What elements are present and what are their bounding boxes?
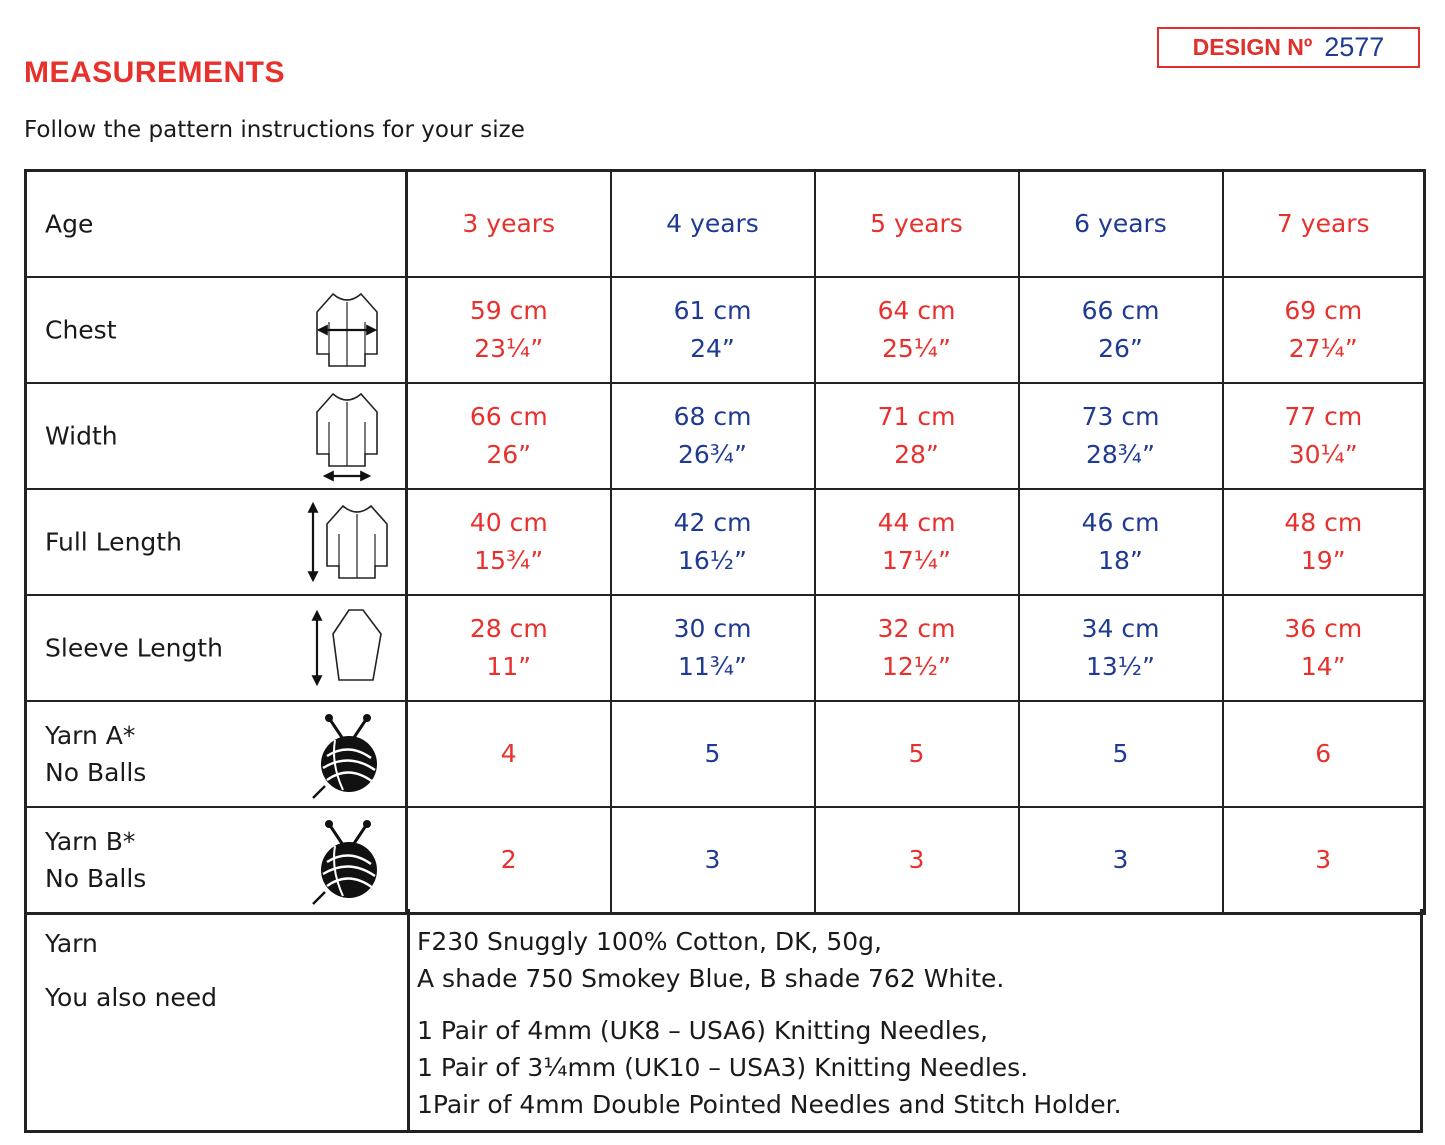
value-cell bbox=[815, 383, 1019, 489]
needle-line: 1 Pair of 3¼mm (UK10 – USA3) Knitting Needles. bbox=[417, 1053, 1029, 1082]
value-primary: 36 cm bbox=[1284, 614, 1363, 643]
measurements-table bbox=[24, 169, 1426, 915]
value-inches: 16½” bbox=[678, 546, 747, 575]
value-primary: 5 years bbox=[870, 209, 963, 238]
value-inches: 11” bbox=[486, 652, 532, 681]
value-primary: 64 cm bbox=[877, 296, 956, 325]
value-primary: 46 cm bbox=[1081, 508, 1160, 537]
garment-length-icon bbox=[305, 494, 389, 590]
value-primary: 68 cm bbox=[673, 402, 752, 431]
value-cell bbox=[1019, 383, 1223, 489]
value-primary: 69 cm bbox=[1284, 296, 1363, 325]
value-primary: 40 cm bbox=[469, 508, 548, 537]
value-cell bbox=[1223, 807, 1425, 914]
value-inches: 27¼” bbox=[1288, 334, 1358, 363]
value-cell bbox=[407, 171, 611, 278]
value-cell bbox=[611, 807, 815, 914]
value-primary: 73 cm bbox=[1081, 402, 1160, 431]
yarn-column-divider bbox=[407, 909, 410, 1130]
value-inches: 18” bbox=[1098, 546, 1143, 575]
sleeve-length-icon bbox=[305, 600, 389, 696]
value-primary: 5 bbox=[1112, 739, 1129, 768]
design-number-box bbox=[1157, 27, 1420, 68]
value-inches: 19” bbox=[1300, 546, 1346, 575]
value-cell bbox=[1019, 489, 1223, 595]
value-inches: 14” bbox=[1300, 652, 1346, 681]
value-primary: 30 cm bbox=[673, 614, 752, 643]
value-inches: 28¾” bbox=[1086, 440, 1155, 469]
value-primary: 28 cm bbox=[469, 614, 548, 643]
value-cell bbox=[407, 595, 611, 701]
value-primary: 66 cm bbox=[469, 402, 548, 431]
value-cell bbox=[407, 489, 611, 595]
value-cell bbox=[611, 383, 815, 489]
label-wrap bbox=[27, 808, 405, 912]
value-primary: 59 cm bbox=[469, 296, 548, 325]
label-cell-yarn-b bbox=[26, 807, 407, 914]
yarn-ball-icon bbox=[305, 812, 389, 908]
value-cell bbox=[815, 701, 1019, 807]
row-width bbox=[26, 383, 1425, 489]
row-full-length bbox=[26, 489, 1425, 595]
value-primary: 7 years bbox=[1276, 209, 1370, 238]
row-chest bbox=[26, 277, 1425, 383]
row-label-line: Yarn A* bbox=[45, 721, 136, 750]
value-inches: 30¼” bbox=[1288, 440, 1358, 469]
value-inches: 24” bbox=[690, 334, 735, 363]
yarn-description bbox=[417, 923, 1004, 997]
value-cell bbox=[1019, 807, 1223, 914]
label-wrap bbox=[27, 596, 405, 700]
row-label-line: Age bbox=[45, 209, 94, 239]
value-cell bbox=[611, 489, 815, 595]
row-label-line: No Balls bbox=[45, 864, 147, 893]
value-cell bbox=[1223, 171, 1425, 278]
value-primary: 3 bbox=[704, 845, 721, 874]
label-cell-full-length bbox=[26, 489, 407, 595]
label-wrap bbox=[27, 490, 405, 594]
row-label-line: Width bbox=[45, 421, 118, 451]
design-label: DESIGN Nº bbox=[1192, 34, 1313, 60]
value-cell bbox=[1223, 595, 1425, 701]
label-wrap bbox=[27, 172, 405, 276]
needle-line: 1 Pair of 4mm (UK8 – USA6) Knitting Needles, bbox=[417, 1016, 989, 1045]
yarn-line: A shade 750 Smokey Blue, B shade 762 White. bbox=[417, 964, 1005, 993]
value-primary: 6 bbox=[1315, 739, 1332, 768]
value-primary: 3 bbox=[1315, 845, 1332, 874]
value-primary: 2 bbox=[500, 845, 517, 874]
value-inches: 25¼” bbox=[882, 334, 951, 363]
row-age bbox=[26, 171, 1425, 278]
value-primary: 4 bbox=[500, 739, 517, 768]
value-cell bbox=[815, 489, 1019, 595]
value-cell bbox=[1223, 489, 1425, 595]
needles-description bbox=[417, 1012, 1122, 1123]
row-label bbox=[45, 823, 146, 897]
value-primary: 71 cm bbox=[877, 402, 956, 431]
yarn-ball-icon bbox=[305, 706, 389, 802]
yarn-requirements-box bbox=[24, 909, 1423, 1133]
label-cell-chest bbox=[26, 277, 407, 383]
value-cell bbox=[611, 171, 815, 278]
label-wrap bbox=[27, 702, 405, 806]
row-label bbox=[45, 312, 117, 349]
row-yarn-b bbox=[26, 807, 1425, 914]
value-primary: 5 bbox=[704, 739, 721, 768]
value-cell bbox=[1019, 701, 1223, 807]
value-cell bbox=[815, 595, 1019, 701]
value-inches: 23¼” bbox=[474, 334, 544, 363]
value-cell bbox=[611, 595, 815, 701]
value-primary: 77 cm bbox=[1284, 402, 1363, 431]
value-cell bbox=[1223, 701, 1425, 807]
value-inches: 28” bbox=[894, 440, 939, 469]
value-cell bbox=[611, 701, 815, 807]
value-primary: 6 years bbox=[1074, 209, 1167, 238]
value-cell bbox=[1019, 595, 1223, 701]
yarn-line: F230 Snuggly 100% Cotton, DK, 50g, bbox=[417, 927, 883, 956]
value-inches: 26” bbox=[486, 440, 532, 469]
row-label-line: Full Length bbox=[45, 527, 182, 557]
label-cell-yarn-a bbox=[26, 701, 407, 807]
also-need-label: You also need bbox=[45, 983, 218, 1012]
garment-width-icon bbox=[305, 388, 389, 484]
value-cell bbox=[815, 171, 1019, 278]
value-inches: 26¾” bbox=[678, 440, 747, 469]
value-inches: 26” bbox=[1098, 334, 1143, 363]
label-cell-width bbox=[26, 383, 407, 489]
value-primary: 32 cm bbox=[877, 614, 956, 643]
value-primary: 5 bbox=[908, 739, 925, 768]
value-inches: 13½” bbox=[1086, 652, 1155, 681]
row-label bbox=[45, 206, 93, 243]
value-primary: 34 cm bbox=[1081, 614, 1160, 643]
row-label-line: Sleeve Length bbox=[45, 633, 223, 663]
value-cell bbox=[1223, 383, 1425, 489]
value-primary: 4 years bbox=[666, 209, 759, 238]
value-cell bbox=[815, 807, 1019, 914]
value-cell bbox=[407, 701, 611, 807]
value-cell bbox=[1223, 277, 1425, 383]
value-inches: 12½” bbox=[882, 652, 951, 681]
garment-chest-icon bbox=[305, 282, 389, 378]
value-cell bbox=[407, 277, 611, 383]
value-cell bbox=[407, 807, 611, 914]
value-primary: 3 bbox=[1112, 845, 1129, 874]
value-inches: 17¼” bbox=[882, 546, 951, 575]
design-number: 2577 bbox=[1324, 32, 1385, 62]
value-inches: 11¾” bbox=[678, 652, 747, 681]
value-primary: 61 cm bbox=[673, 296, 752, 325]
page-title: MEASUREMENTS bbox=[24, 56, 286, 89]
row-label bbox=[45, 630, 223, 667]
page-subtitle: Follow the pattern instructions for your size bbox=[24, 117, 525, 143]
value-cell bbox=[407, 383, 611, 489]
row-label bbox=[45, 717, 146, 791]
value-primary: 66 cm bbox=[1081, 296, 1160, 325]
row-label bbox=[45, 524, 182, 561]
row-label-line: Chest bbox=[45, 315, 117, 345]
yarn-label: Yarn bbox=[45, 929, 98, 958]
value-cell bbox=[611, 277, 815, 383]
value-primary: 44 cm bbox=[877, 508, 956, 537]
label-cell-sleeve-length bbox=[26, 595, 407, 701]
row-sleeve-length bbox=[26, 595, 1425, 701]
value-primary: 42 cm bbox=[673, 508, 752, 537]
row-label bbox=[45, 418, 118, 455]
label-cell-age bbox=[26, 171, 407, 278]
row-label-line: Yarn B* bbox=[45, 827, 136, 856]
value-inches: 15¾” bbox=[474, 546, 544, 575]
value-primary: 3 years bbox=[462, 209, 556, 238]
value-primary: 48 cm bbox=[1284, 508, 1363, 537]
value-cell bbox=[815, 277, 1019, 383]
value-cell bbox=[1019, 171, 1223, 278]
label-wrap bbox=[27, 384, 405, 488]
row-yarn-a bbox=[26, 701, 1425, 807]
value-primary: 3 bbox=[908, 845, 925, 874]
needle-line: 1Pair of 4mm Double Pointed Needles and Stitch Holder. bbox=[417, 1090, 1122, 1119]
row-label-line: No Balls bbox=[45, 758, 147, 787]
value-cell bbox=[1019, 277, 1223, 383]
label-wrap bbox=[27, 278, 405, 382]
